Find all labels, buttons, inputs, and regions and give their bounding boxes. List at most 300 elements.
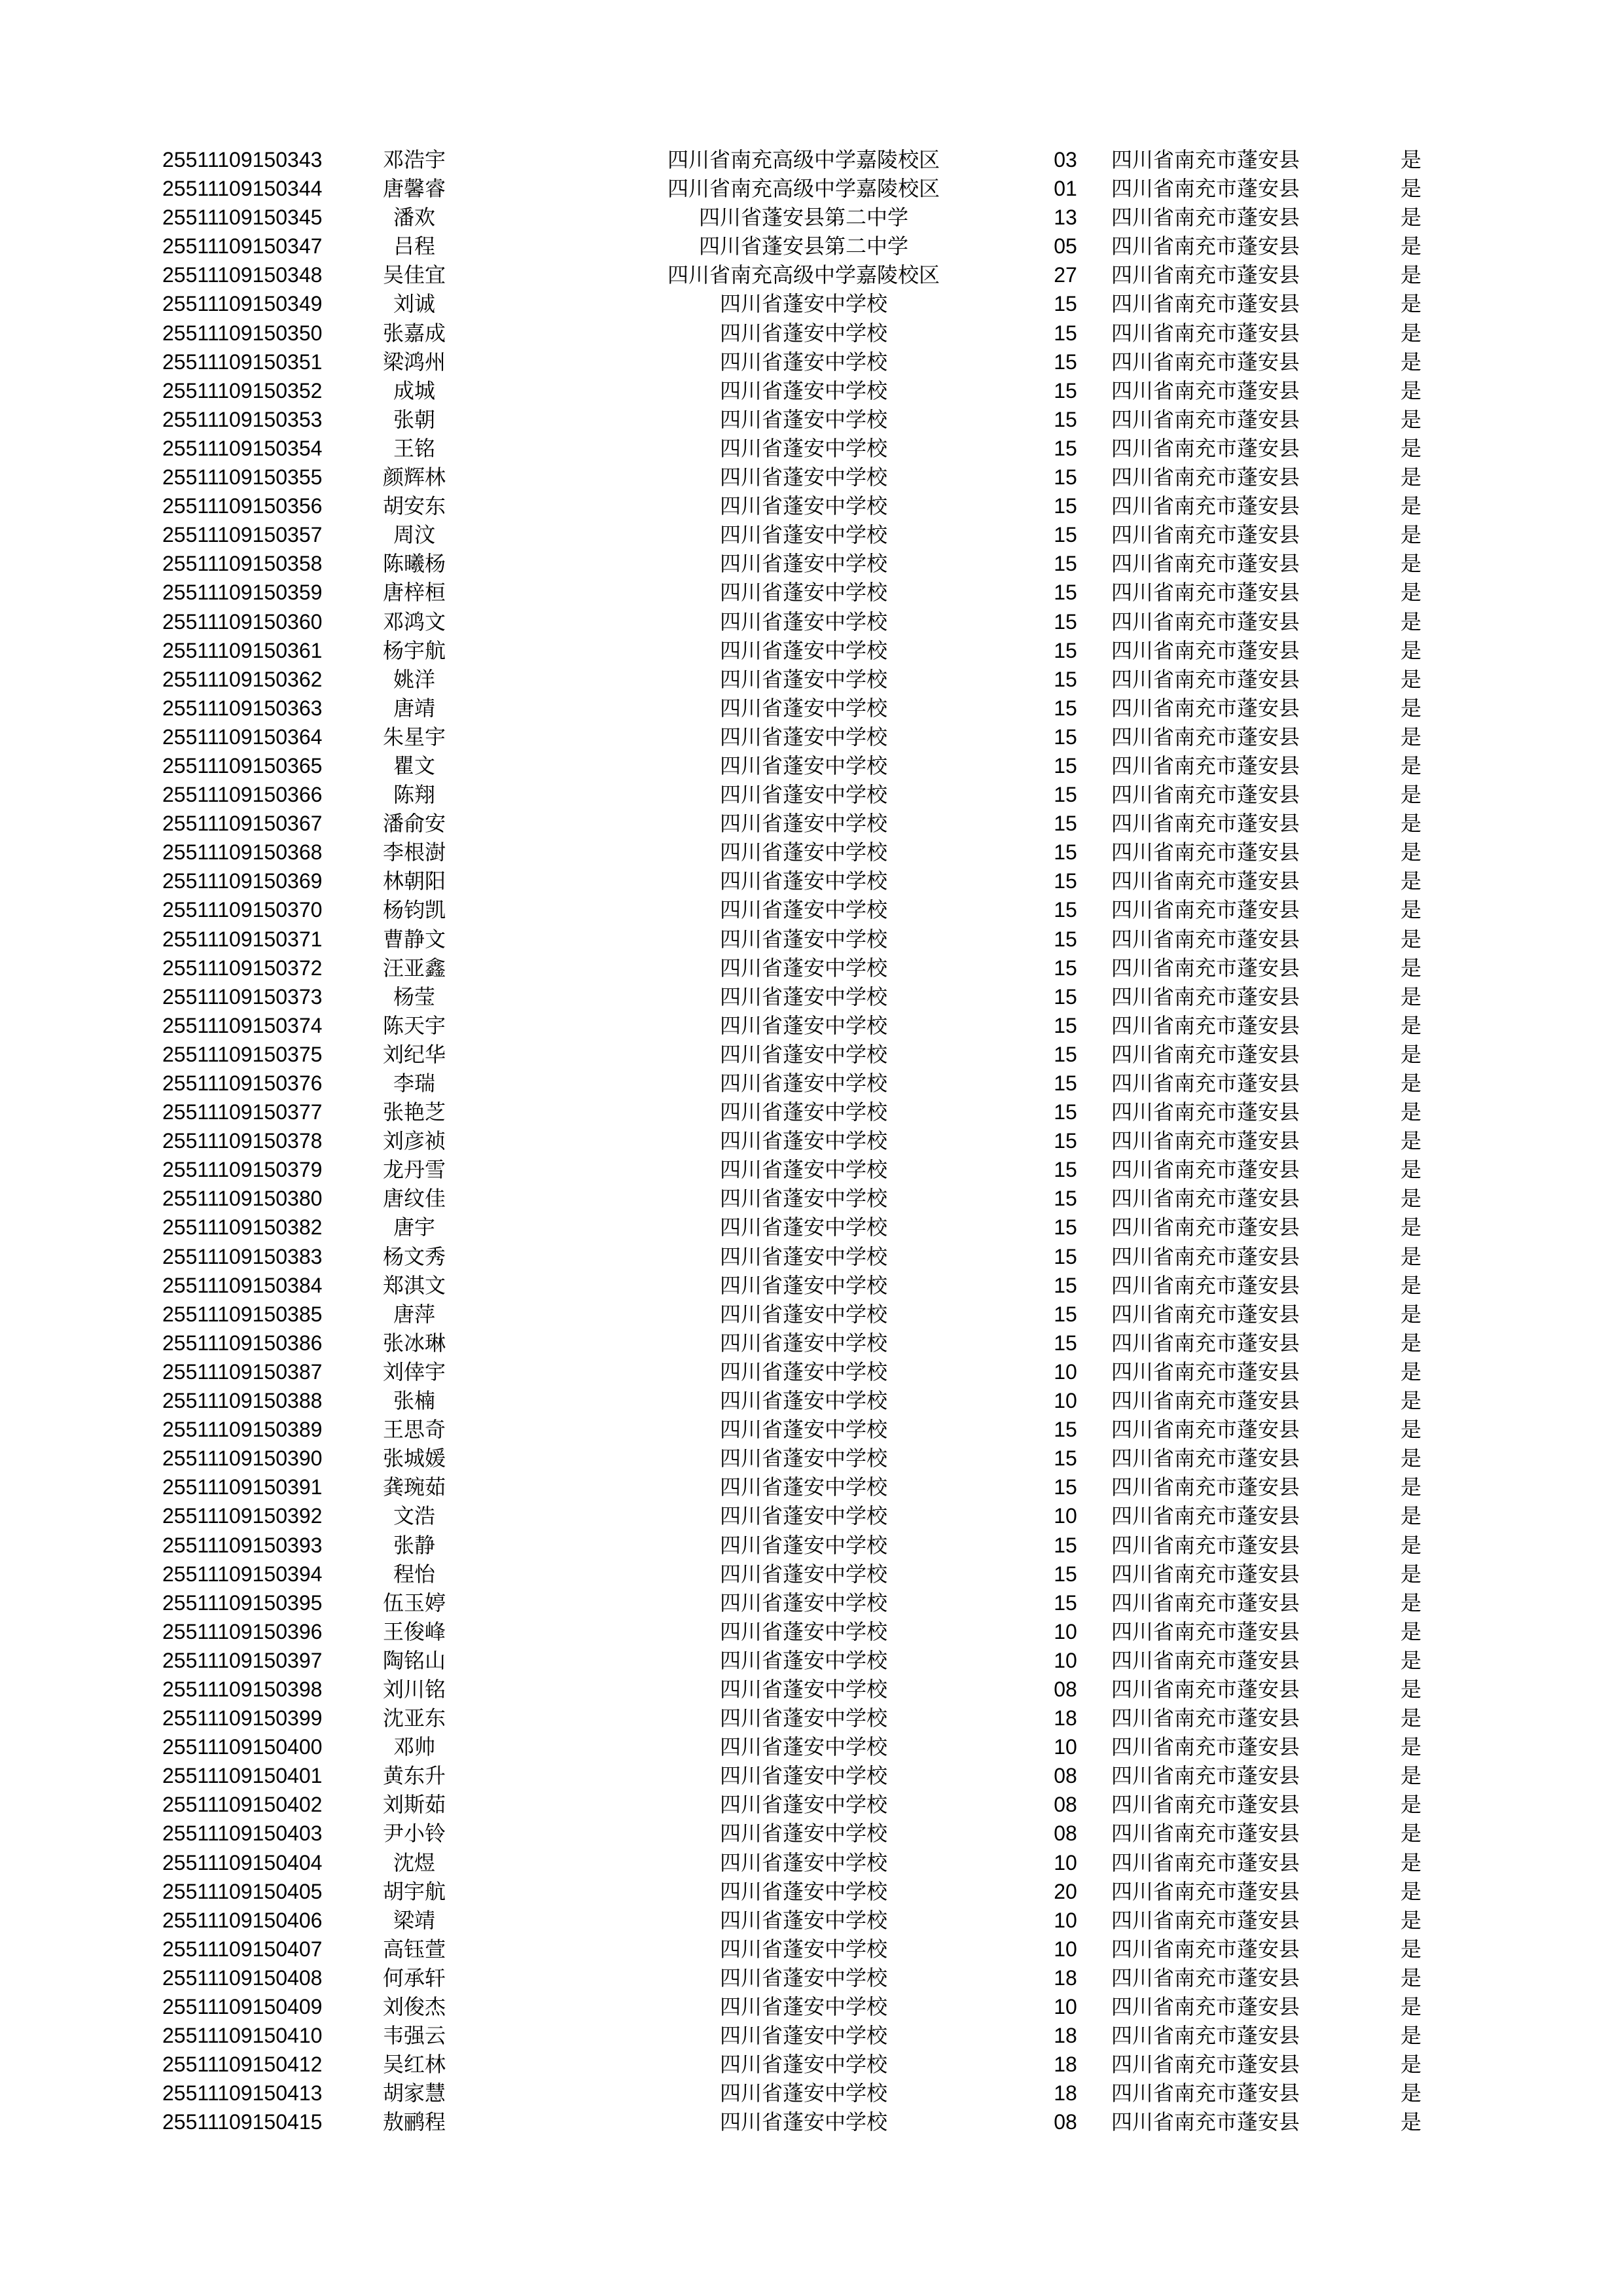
- category-code: 15: [1054, 581, 1077, 605]
- school-name: 四川省蓬安中学校: [719, 1100, 887, 1125]
- student-name: 姚洋: [393, 667, 435, 691]
- student-name: 林朝阳: [382, 869, 446, 893]
- table-row: [162, 1906, 1429, 1935]
- eligibility-flag: 是: [1400, 898, 1421, 922]
- region: 四川省南充市蓬安县: [1111, 927, 1300, 951]
- eligibility-flag: 是: [1400, 956, 1421, 980]
- category-code: 15: [1054, 1562, 1077, 1586]
- eligibility-flag: 是: [1400, 1995, 1421, 2018]
- region: 四川省南充市蓬安县: [1111, 1590, 1300, 1615]
- student-id: 25511109150405: [162, 1879, 323, 1903]
- student-name: 张城媛: [382, 1446, 446, 1471]
- student-name: 沈煜: [393, 1850, 435, 1874]
- eligibility-flag: 是: [1400, 840, 1421, 865]
- table-row: [162, 549, 1429, 578]
- student-id: 25511109150391: [162, 1475, 323, 1499]
- category-code: 15: [1054, 956, 1077, 980]
- region: 四川省南充市蓬安县: [1111, 1677, 1300, 1701]
- school-name: 四川省蓬安中学校: [719, 493, 887, 519]
- category-code: 10: [1054, 1850, 1077, 1874]
- school-name: 四川省蓬安中学校: [719, 1388, 887, 1414]
- eligibility-flag: 是: [1400, 2110, 1421, 2134]
- school-name: 四川省蓬安中学校: [719, 1994, 887, 2019]
- category-code: 15: [1054, 1100, 1077, 1124]
- region: 四川省南充市蓬安县: [1111, 1100, 1300, 1124]
- eligibility-flag: 是: [1400, 465, 1421, 490]
- student-name: 唐梓桓: [382, 581, 446, 605]
- category-code: 15: [1054, 898, 1077, 922]
- student-name: 程怡: [393, 1562, 435, 1586]
- category-code: 15: [1054, 292, 1077, 316]
- student-name: 刘俊杰: [382, 1995, 446, 2018]
- school-name: 四川省蓬安县第二中学: [698, 205, 908, 230]
- student-id: 25511109150352: [162, 378, 323, 403]
- table-row: [162, 665, 1429, 694]
- eligibility-flag: 是: [1400, 177, 1421, 201]
- region: 四川省南充市蓬安县: [1111, 206, 1300, 230]
- student-id: 25511109150377: [162, 1100, 323, 1124]
- student-name: 朱星宇: [382, 725, 446, 749]
- region: 四川省南充市蓬安县: [1111, 840, 1300, 865]
- student-name: 王铭: [393, 436, 435, 460]
- eligibility-flag: 是: [1400, 725, 1421, 749]
- table-row: [162, 1877, 1429, 1906]
- table-row: [162, 751, 1429, 780]
- eligibility-flag: 是: [1400, 1042, 1421, 1066]
- category-code: 15: [1054, 1244, 1077, 1268]
- category-code: 10: [1054, 1389, 1077, 1413]
- category-code: 15: [1054, 840, 1077, 865]
- table-row: [162, 405, 1429, 434]
- student-name: 刘彦祯: [382, 1129, 446, 1153]
- table-row: [162, 1531, 1429, 1560]
- category-code: 10: [1054, 1995, 1077, 2018]
- region: 四川省南充市蓬安县: [1111, 1187, 1300, 1211]
- school-name: 四川省蓬安中学校: [719, 1965, 887, 1990]
- table-row: [162, 319, 1429, 348]
- student-id: 25511109150395: [162, 1590, 323, 1615]
- eligibility-flag: 是: [1400, 812, 1421, 836]
- school-name: 四川省蓬安中学校: [719, 1157, 887, 1183]
- category-code: 08: [1054, 1793, 1077, 1817]
- category-code: 15: [1054, 436, 1077, 460]
- student-name: 王思奇: [382, 1418, 446, 1442]
- student-name: 陈天宇: [382, 1013, 446, 1037]
- eligibility-flag: 是: [1400, 1850, 1421, 1874]
- table-row: [162, 925, 1429, 954]
- table-row: [162, 376, 1429, 405]
- school-name: 四川省蓬安中学校: [719, 551, 887, 577]
- category-code: 10: [1054, 1735, 1077, 1759]
- category-code: 15: [1054, 1187, 1077, 1211]
- region: 四川省南充市蓬安县: [1111, 465, 1300, 490]
- region: 四川省南充市蓬安县: [1111, 1764, 1300, 1788]
- table-row: [162, 1732, 1429, 1761]
- school-name: 四川省蓬安中学校: [719, 580, 887, 605]
- category-code: 15: [1054, 1071, 1077, 1095]
- region: 四川省南充市蓬安县: [1111, 1937, 1300, 1961]
- table-row: [162, 1386, 1429, 1415]
- eligibility-flag: 是: [1400, 1879, 1421, 1903]
- region: 四川省南充市蓬安县: [1111, 1273, 1300, 1297]
- eligibility-flag: 是: [1400, 581, 1421, 605]
- student-id: 25511109150357: [162, 523, 323, 547]
- table-row: [162, 1040, 1429, 1069]
- eligibility-flag: 是: [1400, 1965, 1421, 1990]
- eligibility-flag: 是: [1400, 1215, 1421, 1240]
- category-code: 15: [1054, 869, 1077, 893]
- table-row: [162, 1819, 1429, 1848]
- school-name: 四川省蓬安中学校: [719, 1590, 887, 1615]
- eligibility-flag: 是: [1400, 148, 1421, 171]
- table-row: [162, 1560, 1429, 1588]
- student-name: 黄东升: [382, 1764, 446, 1788]
- student-name: 张静: [393, 1533, 435, 1557]
- student-name: 沈亚东: [382, 1706, 446, 1731]
- school-name: 四川省蓬安中学校: [719, 1244, 887, 1269]
- eligibility-flag: 是: [1400, 1937, 1421, 1961]
- table-row: [162, 520, 1429, 549]
- school-name: 四川省蓬安中学校: [719, 609, 887, 634]
- eligibility-flag: 是: [1400, 1302, 1421, 1326]
- school-name: 四川省蓬安中学校: [719, 1503, 887, 1529]
- table-row: [162, 1271, 1429, 1300]
- table-row: [162, 1329, 1429, 1357]
- eligibility-flag: 是: [1400, 667, 1421, 691]
- student-id: 25511109150356: [162, 494, 323, 518]
- region: 四川省南充市蓬安县: [1111, 638, 1300, 662]
- region: 四川省南充市蓬安县: [1111, 898, 1300, 922]
- region: 四川省南充市蓬安县: [1111, 1013, 1300, 1037]
- school-name: 四川省蓬安中学校: [719, 1763, 887, 1789]
- table-row: [162, 1964, 1429, 1992]
- student-name: 刘倖宇: [382, 1359, 446, 1384]
- student-name: 邓帅: [393, 1735, 435, 1759]
- student-name: 高钰萱: [382, 1937, 446, 1961]
- school-name: 四川省蓬安中学校: [719, 1821, 887, 1846]
- student-name: 郑淇文: [382, 1273, 446, 1297]
- category-code: 10: [1054, 1359, 1077, 1384]
- category-code: 13: [1054, 206, 1077, 230]
- region: 四川省南充市蓬安县: [1111, 1533, 1300, 1557]
- region: 四川省南充市蓬安县: [1111, 812, 1300, 836]
- school-name: 四川省蓬安中学校: [719, 1936, 887, 1962]
- eligibility-flag: 是: [1400, 696, 1421, 720]
- region: 四川省南充市蓬安县: [1111, 378, 1300, 403]
- school-name: 四川省蓬安中学校: [719, 1647, 887, 1673]
- eligibility-flag: 是: [1400, 1273, 1421, 1297]
- student-name: 张朝: [393, 407, 435, 431]
- region: 四川省南充市蓬安县: [1111, 1475, 1300, 1499]
- table-row: [162, 780, 1429, 809]
- category-code: 15: [1054, 1013, 1077, 1037]
- table-row: [162, 723, 1429, 751]
- table-row: [162, 463, 1429, 492]
- school-name: 四川省蓬安中学校: [719, 1532, 887, 1558]
- student-name: 吴红林: [382, 2053, 446, 2077]
- category-code: 15: [1054, 1129, 1077, 1153]
- region: 四川省南充市蓬安县: [1111, 494, 1300, 518]
- region: 四川省南充市蓬安县: [1111, 292, 1300, 316]
- student-id: 25511109150415: [162, 2110, 323, 2134]
- region: 四川省南充市蓬安县: [1111, 148, 1300, 171]
- table-row: [162, 1588, 1429, 1617]
- school-name: 四川省蓬安中学校: [719, 1417, 887, 1443]
- student-name: 杨莹: [393, 984, 435, 1009]
- school-name: 四川省南充高级中学嘉陵校区: [667, 147, 940, 172]
- student-name: 潘欢: [393, 206, 435, 230]
- region: 四川省南充市蓬安县: [1111, 407, 1300, 431]
- region: 四川省南充市蓬安县: [1111, 1965, 1300, 1990]
- student-name: 唐纹佳: [382, 1187, 446, 1211]
- student-name: 梁鸿州: [382, 350, 446, 374]
- category-code: 15: [1054, 638, 1077, 662]
- eligibility-flag: 是: [1400, 552, 1421, 576]
- student-name: 唐馨睿: [382, 177, 446, 201]
- category-code: 15: [1054, 696, 1077, 720]
- category-code: 15: [1054, 984, 1077, 1009]
- table-row: [162, 636, 1429, 665]
- school-name: 四川省蓬安中学校: [719, 1475, 887, 1500]
- school-name: 四川省蓬安中学校: [719, 2023, 887, 2049]
- table-row: [162, 809, 1429, 838]
- region: 四川省南充市蓬安县: [1111, 783, 1300, 807]
- student-id: 25511109150387: [162, 1359, 323, 1384]
- region: 四川省南充市蓬安县: [1111, 1735, 1300, 1759]
- student-id: 25511109150390: [162, 1446, 323, 1471]
- school-name: 四川省蓬安中学校: [719, 1071, 887, 1096]
- student-name: 唐宇: [393, 1215, 435, 1240]
- table-row: [162, 1184, 1429, 1213]
- category-code: 10: [1054, 1504, 1077, 1528]
- student-name: 成城: [393, 378, 435, 403]
- category-code: 15: [1054, 523, 1077, 547]
- table-row: [162, 232, 1429, 260]
- school-name: 四川省蓬安中学校: [719, 1907, 887, 1933]
- table-row: [162, 867, 1429, 895]
- category-code: 08: [1054, 2110, 1077, 2134]
- eligibility-flag: 是: [1400, 1735, 1421, 1759]
- table-row: [162, 1790, 1429, 1819]
- category-code: 05: [1054, 234, 1077, 259]
- region: 四川省南充市蓬安县: [1111, 1908, 1300, 1932]
- student-id: 25511109150343: [162, 148, 323, 171]
- eligibility-flag: 是: [1400, 869, 1421, 893]
- student-id: 25511109150349: [162, 292, 323, 316]
- school-name: 四川省蓬安中学校: [719, 955, 887, 980]
- eligibility-flag: 是: [1400, 609, 1421, 634]
- student-name: 刘纪华: [382, 1042, 446, 1066]
- student-id: 25511109150412: [162, 2053, 323, 2077]
- student-id: 25511109150348: [162, 263, 323, 287]
- table-row: [162, 1501, 1429, 1530]
- category-code: 15: [1054, 1273, 1077, 1297]
- category-code: 15: [1054, 1418, 1077, 1442]
- region: 四川省南充市蓬安县: [1111, 1129, 1300, 1153]
- eligibility-flag: 是: [1400, 1504, 1421, 1528]
- student-id: 25511109150371: [162, 927, 323, 951]
- student-id: 25511109150360: [162, 609, 323, 634]
- school-name: 四川省蓬安中学校: [719, 1850, 887, 1875]
- school-name: 四川省蓬安中学校: [719, 1359, 887, 1384]
- student-id: 25511109150408: [162, 1965, 323, 1990]
- region: 四川省南充市蓬安县: [1111, 2053, 1300, 2077]
- student-name: 刘斯茹: [382, 1793, 446, 1817]
- table-row: [162, 1848, 1429, 1877]
- student-name: 唐萍: [393, 1302, 435, 1326]
- table-row: [162, 1992, 1429, 2021]
- school-name: 四川省蓬安中学校: [719, 1013, 887, 1038]
- table-row: [162, 492, 1429, 520]
- student-name: 尹小铃: [382, 1821, 446, 1846]
- student-name: 邓浩宇: [382, 148, 446, 171]
- student-id: 25511109150373: [162, 984, 323, 1009]
- region: 四川省南充市蓬安县: [1111, 1706, 1300, 1731]
- student-id: 25511109150394: [162, 1562, 323, 1586]
- category-code: 10: [1054, 1619, 1077, 1643]
- category-code: 08: [1054, 1677, 1077, 1701]
- student-id: 25511109150376: [162, 1071, 323, 1095]
- student-id: 25511109150366: [162, 783, 323, 807]
- region: 四川省南充市蓬安县: [1111, 984, 1300, 1009]
- eligibility-flag: 是: [1400, 1100, 1421, 1124]
- student-id: 25511109150401: [162, 1764, 323, 1788]
- eligibility-flag: 是: [1400, 378, 1421, 403]
- region: 四川省南充市蓬安县: [1111, 1446, 1300, 1471]
- region: 四川省南充市蓬安县: [1111, 2081, 1300, 2106]
- eligibility-flag: 是: [1400, 1619, 1421, 1643]
- category-code: 15: [1054, 1302, 1077, 1326]
- school-name: 四川省蓬安中学校: [719, 1041, 887, 1067]
- category-code: 18: [1054, 2053, 1077, 2077]
- student-name: 胡安东: [382, 494, 446, 518]
- eligibility-flag: 是: [1400, 523, 1421, 547]
- region: 四川省南充市蓬安县: [1111, 1331, 1300, 1355]
- student-name: 杨钧凯: [382, 898, 446, 922]
- table-row: [162, 2079, 1429, 2108]
- student-id: 25511109150403: [162, 1821, 323, 1846]
- eligibility-flag: 是: [1400, 436, 1421, 460]
- eligibility-flag: 是: [1400, 1331, 1421, 1355]
- student-name: 刘川铭: [382, 1677, 446, 1701]
- student-name: 陶铭山: [382, 1648, 446, 1672]
- table-row: [162, 1213, 1429, 1242]
- student-name: 曹静文: [382, 927, 446, 951]
- region: 四川省南充市蓬安县: [1111, 1042, 1300, 1066]
- category-code: 10: [1054, 1648, 1077, 1672]
- student-id: 25511109150402: [162, 1793, 323, 1817]
- table-row: [162, 1126, 1429, 1155]
- school-name: 四川省蓬安中学校: [719, 926, 887, 952]
- category-code: 15: [1054, 1475, 1077, 1499]
- eligibility-flag: 是: [1400, 1533, 1421, 1557]
- eligibility-flag: 是: [1400, 1244, 1421, 1268]
- school-name: 四川省蓬安中学校: [719, 406, 887, 432]
- school-name: 四川省蓬安中学校: [719, 897, 887, 923]
- school-name: 四川省蓬安中学校: [719, 1561, 887, 1587]
- category-code: 15: [1054, 1158, 1077, 1182]
- eligibility-flag: 是: [1400, 1590, 1421, 1615]
- region: 四川省南充市蓬安县: [1111, 2024, 1300, 2048]
- school-name: 四川省蓬安中学校: [719, 724, 887, 749]
- school-name: 四川省蓬安中学校: [719, 465, 887, 490]
- school-name: 四川省蓬安中学校: [719, 753, 887, 778]
- category-code: 15: [1054, 1446, 1077, 1471]
- student-id: 25511109150400: [162, 1735, 323, 1759]
- eligibility-flag: 是: [1400, 2081, 1421, 2106]
- school-name: 四川省蓬安中学校: [719, 291, 887, 317]
- eligibility-flag: 是: [1400, 1158, 1421, 1182]
- school-name: 四川省蓬安中学校: [719, 1734, 887, 1760]
- eligibility-flag: 是: [1400, 1764, 1421, 1788]
- category-code: 15: [1054, 552, 1077, 576]
- student-id: 25511109150407: [162, 1937, 323, 1961]
- region: 四川省南充市蓬安县: [1111, 667, 1300, 691]
- category-code: 18: [1054, 2024, 1077, 2048]
- region: 四川省南充市蓬安县: [1111, 523, 1300, 547]
- category-code: 15: [1054, 1533, 1077, 1557]
- category-code: 15: [1054, 1331, 1077, 1355]
- table-row: [162, 260, 1429, 289]
- region: 四川省南充市蓬安县: [1111, 869, 1300, 893]
- region: 四川省南充市蓬安县: [1111, 1995, 1300, 2018]
- table-row: [162, 694, 1429, 723]
- table-row: [162, 174, 1429, 203]
- student-name: 瞿文: [393, 753, 435, 778]
- student-id: 25511109150406: [162, 1908, 323, 1932]
- category-code: 08: [1054, 1821, 1077, 1846]
- student-name: 颜辉林: [382, 465, 446, 490]
- category-code: 15: [1054, 927, 1077, 951]
- table-row: [162, 954, 1429, 982]
- eligibility-flag: 是: [1400, 783, 1421, 807]
- student-name: 陈曦杨: [382, 552, 446, 576]
- student-id: 25511109150404: [162, 1850, 323, 1874]
- eligibility-flag: 是: [1400, 1793, 1421, 1817]
- region: 四川省南充市蓬安县: [1111, 1562, 1300, 1586]
- eligibility-flag: 是: [1400, 407, 1421, 431]
- school-name: 四川省蓬安中学校: [719, 2052, 887, 2077]
- region: 四川省南充市蓬安县: [1111, 725, 1300, 749]
- student-id: 25511109150409: [162, 1995, 323, 2018]
- category-code: 15: [1054, 494, 1077, 518]
- school-name: 四川省蓬安中学校: [719, 1272, 887, 1298]
- school-name: 四川省蓬安中学校: [719, 1330, 887, 1355]
- table-row: [162, 1155, 1429, 1184]
- student-name: 李根澍: [382, 840, 446, 865]
- student-name: 王俊峰: [382, 1619, 446, 1643]
- student-id: 25511109150362: [162, 667, 323, 691]
- category-code: 15: [1054, 1042, 1077, 1066]
- eligibility-flag: 是: [1400, 1418, 1421, 1442]
- student-id: 25511109150410: [162, 2024, 323, 2048]
- category-code: 18: [1054, 1965, 1077, 1990]
- student-name: 杨宇航: [382, 638, 446, 662]
- school-name: 四川省蓬安中学校: [719, 840, 887, 865]
- student-name: 伍玉婷: [382, 1590, 446, 1615]
- student-id: 25511109150380: [162, 1187, 323, 1211]
- student-id: 25511109150383: [162, 1244, 323, 1268]
- table-row: [162, 1300, 1429, 1329]
- student-id: 25511109150374: [162, 1013, 323, 1037]
- student-id: 25511109150398: [162, 1677, 323, 1701]
- category-code: 15: [1054, 783, 1077, 807]
- student-id: 25511109150365: [162, 753, 323, 778]
- table-row: [162, 1675, 1429, 1704]
- eligibility-flag: 是: [1400, 1677, 1421, 1701]
- category-code: 01: [1054, 177, 1077, 201]
- student-name: 张嘉成: [382, 321, 446, 345]
